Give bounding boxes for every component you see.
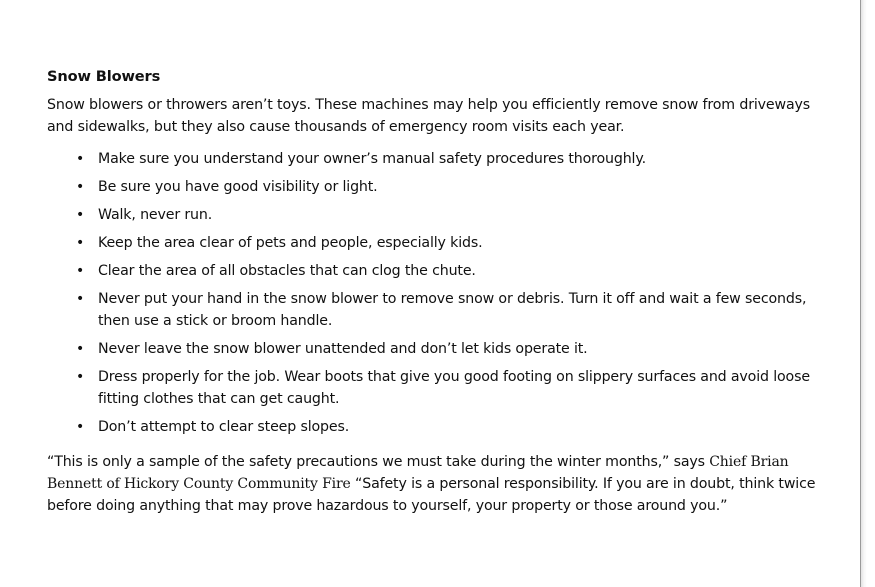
bullet-icon: • [76, 235, 85, 251]
quote-speaker: Chief Brian Bennett of Hickory County Community Fire [47, 454, 789, 492]
list-item-text: Make sure you understand your owner’s manual safety procedures thoroughly. [98, 151, 646, 167]
list-item [47, 338, 827, 360]
intro-paragraph: Snow blowers or throwers aren’t toys. These machines may help you efficiently remove snow from driveways and sidewalks, but they also cause thousands of emergency room visits each year. [47, 97, 810, 135]
section-heading: Snow Blowers [47, 68, 161, 85]
list-item [47, 366, 827, 410]
bullet-icon: • [76, 341, 85, 357]
bullet-icon: • [76, 207, 85, 223]
bullet-icon: • [76, 179, 85, 195]
list-item [47, 176, 827, 198]
list-item [47, 260, 827, 282]
quote-text-part2: “Safety is a personal responsibility. If you are in doubt, think twice before doing anything that may prove hazardous to yourself, your property or those around you.” [47, 476, 816, 514]
safety-list [47, 148, 827, 438]
list-item [47, 232, 827, 254]
list-item-text: Never leave the snow blower unattended and don’t let kids operate it. [98, 341, 588, 357]
page-edge [860, 0, 875, 587]
quote-text-part1: “This is only a sample of the safety precautions we must take during the winter months,” says [47, 454, 710, 470]
list-item-text: Keep the area clear of pets and people, especially kids. [98, 235, 483, 251]
list-item-text: Never put your hand in the snow blower to remove snow or debris. Turn it off and wait a few seconds, then use a stick or broom handle. [98, 291, 807, 329]
bullet-icon: • [76, 369, 85, 385]
quote-paragraph [47, 451, 827, 517]
bullet-icon: • [76, 419, 85, 435]
document-content [47, 66, 827, 517]
list-item-text: Walk, never run. [98, 207, 213, 223]
list-item [47, 416, 827, 438]
list-item-text: Be sure you have good visibility or light. [98, 179, 378, 195]
list-item [47, 204, 827, 226]
list-item-text: Dress properly for the job. Wear boots that give you good footing on slippery surfaces and avoid loose fitting clothes that can get caught. [98, 369, 810, 407]
bullet-icon: • [76, 291, 85, 307]
list-item [47, 148, 827, 170]
bullet-icon: • [76, 263, 85, 279]
list-item-text: Don’t attempt to clear steep slopes. [98, 419, 350, 435]
list-item [47, 288, 827, 332]
bullet-icon: • [76, 151, 85, 167]
list-item-text: Clear the area of all obstacles that can clog the chute. [98, 263, 476, 279]
